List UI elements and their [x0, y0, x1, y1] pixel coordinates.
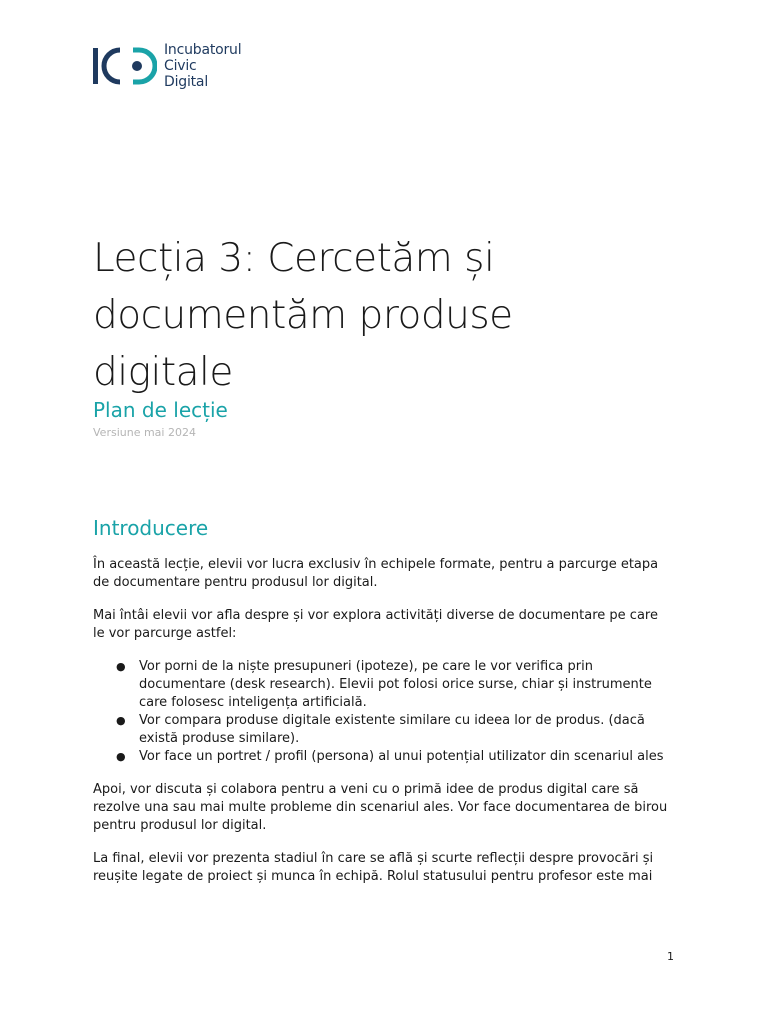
bullet-icon: ● — [116, 660, 126, 673]
bullet-icon: ● — [116, 714, 126, 727]
list-item — [116, 658, 673, 712]
logo-line-3: Digital — [164, 74, 209, 90]
page-title: Lecția 3: Cercetăm și documentăm produse digitale — [93, 236, 513, 395]
bullet-icon: ● — [116, 750, 126, 763]
icd-logo-icon — [93, 47, 157, 85]
section-body — [93, 556, 673, 901]
list-item-text: Vor face un portret / profil (persona) al unui potențial utilizator din scenariul ales — [139, 749, 664, 764]
logo-line-1: Incubatorul — [164, 42, 242, 58]
page-subtitle: Plan de lecție — [93, 398, 228, 422]
logo-wordmark — [164, 42, 241, 90]
list-item — [116, 712, 673, 748]
logo — [93, 42, 241, 90]
paragraph: La final, elevii vor prezenta stadiul în care se află și scurte reflecții despre provocări și reușite legate de proiect și munca în echipă. Rolul statusului pentru profesor este mai — [93, 851, 654, 884]
list-item — [116, 748, 673, 766]
bullet-list — [93, 658, 673, 766]
version-label: Versiune mai 2024 — [93, 426, 196, 439]
paragraph: Mai întâi elevii vor afla despre și vor explora activități diverse de documentare pe care le vor parcurge astfel: — [93, 608, 658, 641]
section-heading: Introducere — [93, 516, 209, 540]
list-item-text: Vor compara produse digitale existente similare cu ideea lor de produs. (dacă există produse similare). — [139, 713, 645, 746]
list-item-text: Vor porni de la niște presupuneri (ipoteze), pe care le vor verifica prin documentare (desk research). Elevii pot folosi orice surse, chiar și instrumente care folosesc inteligența artificială. — [139, 659, 652, 710]
page-number: 1 — [667, 950, 674, 963]
paragraph: Apoi, vor discuta și colabora pentru a veni cu o primă idee de produs digital care să rezolve una sau mai multe probleme din scenariul ales. Vor face documentarea de birou pentru produsul lor digital. — [93, 782, 668, 833]
logo-line-2: Civic — [164, 58, 197, 74]
paragraph: În această lecție, elevii vor lucra exclusiv în echipele formate, pentru a parcurge etapa de documentare pentru produsul lor digital. — [93, 557, 659, 590]
